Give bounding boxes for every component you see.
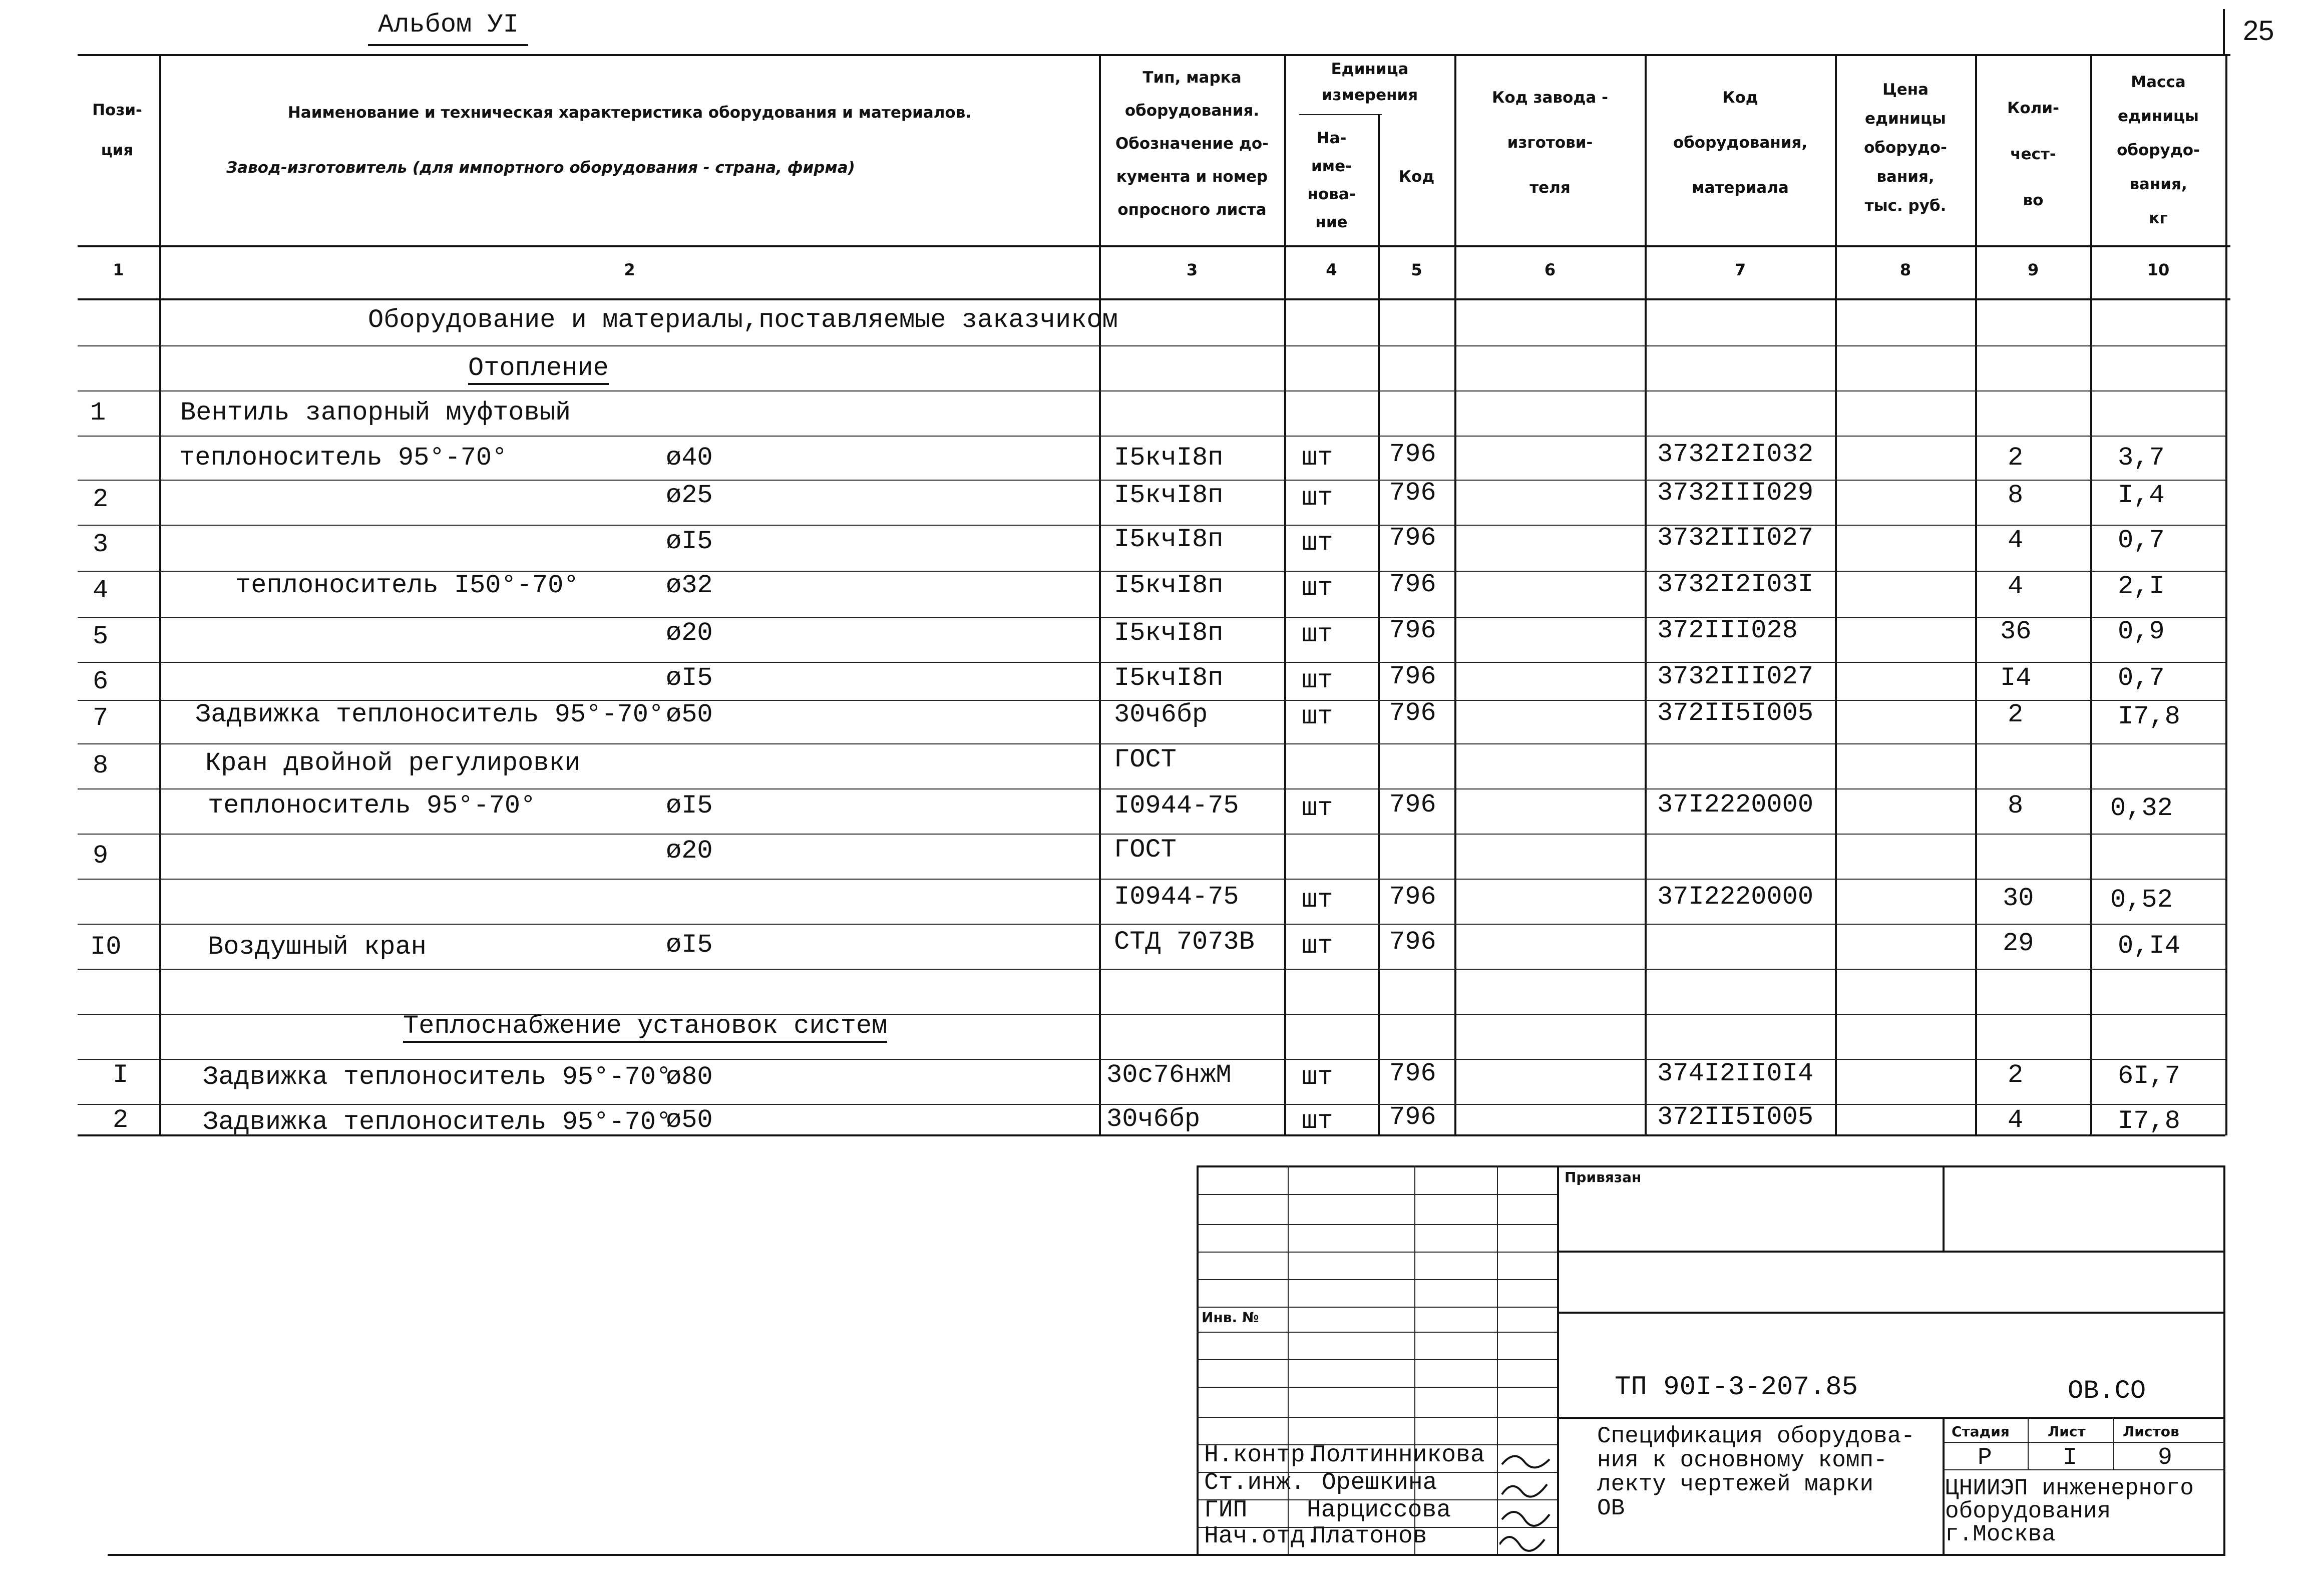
page-bottom-line: [108, 1554, 2225, 1556]
row-unit: шт: [1302, 573, 1333, 603]
column-number-5: 5: [1411, 260, 1422, 279]
row-unit: шт: [1302, 528, 1333, 558]
row-position: 2: [93, 485, 109, 514]
row-diameter: øI5: [666, 791, 713, 821]
stamp-line: [1197, 1224, 1557, 1225]
sheets-value: 9: [2158, 1444, 2172, 1471]
row-unit: шт: [1302, 1106, 1333, 1136]
header-position: Пози- ция: [92, 101, 142, 159]
row-quantity: 8: [2008, 481, 2024, 510]
row-quantity: 4: [2008, 1105, 2024, 1135]
row-line: [78, 924, 2225, 925]
signatory-name: Нарциссова: [1307, 1497, 1451, 1524]
column-number-4: 4: [1326, 260, 1337, 279]
stamp-line: [1197, 1279, 1557, 1280]
row-unit-code: 796: [1389, 478, 1436, 508]
sheet-value: I: [2063, 1444, 2077, 1471]
column-number-9: 9: [2027, 260, 2039, 279]
row-type: 30ч6бр: [1106, 1104, 1201, 1134]
row-line: [78, 662, 2225, 663]
album-underline: [368, 44, 528, 46]
row-unit: шт: [1302, 885, 1333, 915]
signatures-graphic: [1499, 1444, 1555, 1554]
section-title-heating: Отопление: [468, 353, 609, 385]
stage-label: Стадия: [1952, 1423, 2010, 1440]
row-unit: шт: [1302, 931, 1333, 961]
organization: ЦНИИЭП инженерного оборудования г.Москва: [1945, 1475, 2194, 1547]
row-name: Задвижка теплоноситель 95°-70°: [203, 1107, 672, 1137]
page-number-divider: [2223, 9, 2225, 55]
row-mass: 0,7: [2118, 526, 2165, 555]
row-position: I0: [90, 932, 122, 962]
header-mass: Масса единицы оборудо- вания, кг: [2117, 73, 2200, 227]
header-name: Наименование и техническая характеристика оборудования и материалов.: [287, 104, 972, 122]
row-position: 6: [93, 667, 109, 696]
row-line: [78, 436, 2225, 437]
row-position: 3: [93, 530, 109, 559]
row-position: 2: [113, 1105, 129, 1135]
row-mass: 0,52: [2110, 885, 2173, 915]
section-title-heat-supply: Теплоснабжение установок систем: [403, 1011, 887, 1043]
row-type: I5кчI8п: [1114, 618, 1224, 648]
row-line: [78, 834, 2225, 835]
row-mass: 0,32: [2110, 793, 2173, 823]
row-unit: шт: [1302, 1062, 1333, 1092]
row-unit-code: 796: [1389, 698, 1436, 728]
row-line: [78, 969, 2225, 970]
row-unit-code: 796: [1389, 570, 1436, 599]
row-unit: шт: [1302, 443, 1333, 473]
stage-value: Р: [1978, 1444, 1992, 1471]
row-diameter: ø20: [666, 618, 713, 648]
header-quantity: Коли- чест- во: [2007, 99, 2059, 209]
row-quantity: 29: [2003, 929, 2034, 958]
row-diameter: øI5: [666, 930, 713, 960]
column-number-6: 6: [1544, 260, 1556, 279]
colnum-bottom-border: [78, 298, 2230, 300]
header-name-sub: Завод-изготовитель (для импортного оборудования - страна, фирма): [226, 159, 855, 177]
row-position: I: [113, 1060, 129, 1090]
row-quantity: 4: [2008, 526, 2024, 555]
document-title: Спецификация оборудова- ния к основному комп- лекту чертежей марки ОВ: [1597, 1423, 1915, 1521]
stamp-divider: [1557, 1165, 1559, 1556]
row-diameter: ø20: [666, 836, 713, 866]
row-name: теплоноситель 95°-70°: [179, 443, 508, 473]
row-unit-code: 796: [1389, 440, 1436, 469]
header-type: Тип, марка оборудования. Обозначение до- кумента и номер опросного листа: [1115, 69, 1269, 219]
row-mass: 0,I4: [2118, 931, 2180, 961]
row-type: I0944-75: [1114, 882, 1239, 912]
row-position: 4: [93, 576, 109, 605]
row-name: Задвижка теплоноситель 95°-70°: [203, 1062, 672, 1092]
row-line: [78, 1059, 2225, 1060]
row-line: [78, 879, 2225, 880]
column-number-10: 10: [2147, 260, 2170, 279]
row-line: [78, 788, 2225, 789]
stamp-line: [1197, 1252, 1557, 1253]
signatory-name: Орешкина: [1322, 1469, 1437, 1496]
row-name: Задвижка теплоноситель 95°-70°: [195, 700, 664, 729]
row-quantity: 2: [2008, 443, 2024, 473]
stamp-line: [1557, 1312, 2225, 1314]
row-unit-code: 796: [1389, 882, 1436, 912]
row-position: 8: [93, 751, 109, 780]
row-material-code: 3732I2I032: [1657, 440, 1814, 469]
row-name: теплоноситель 95°-70°: [208, 791, 536, 821]
row-line: [78, 390, 2225, 391]
album-label: Альбом УI: [378, 10, 519, 40]
row-unit-code: 796: [1389, 523, 1436, 553]
row-material-code: 372III028: [1657, 616, 1798, 645]
table-top-border: [78, 54, 2230, 56]
row-material-code: 374I2II0I4: [1657, 1059, 1814, 1088]
row-mass: 0,7: [2118, 663, 2165, 693]
column-number-1: 1: [113, 260, 124, 279]
stamp-right-border: [2223, 1165, 2225, 1556]
row-quantity: 8: [2008, 791, 2024, 821]
row-name: теплоноситель I50°-70°: [235, 571, 579, 600]
row-diameter: ø32: [666, 571, 713, 600]
signatory-role: ГИП: [1204, 1497, 1248, 1524]
sheets-label: Листов: [2123, 1423, 2179, 1440]
signatory-name: Платонов: [1312, 1523, 1427, 1550]
row-unit: шт: [1302, 483, 1333, 513]
row-quantity: I4: [2000, 663, 2032, 693]
row-quantity: 2: [2008, 1060, 2024, 1090]
row-diameter: ø80: [666, 1062, 713, 1092]
row-unit: шт: [1302, 620, 1333, 649]
row-unit-code: 796: [1389, 790, 1436, 820]
row-unit-code: 796: [1389, 927, 1436, 957]
page-number: 25: [2243, 15, 2274, 46]
stamp-line: [1197, 1194, 1557, 1195]
row-material-code: 3732III029: [1657, 478, 1814, 508]
stamp-org-divider: [1943, 1417, 1945, 1556]
stamp-line: [1943, 1442, 2225, 1443]
signatory-name: Полтинникова: [1312, 1442, 1485, 1469]
row-name: Кран двойной регулировки: [205, 748, 580, 778]
column-number-7: 7: [1734, 260, 1746, 279]
row-unit: шт: [1302, 666, 1333, 695]
row-mass: I7,8: [2118, 1106, 2180, 1136]
col-line-10: [2225, 54, 2227, 1135]
stamp-line: [1197, 1359, 1557, 1360]
row-type: 30ч6бр: [1114, 700, 1208, 729]
row-diameter: ø25: [666, 481, 713, 510]
row-type: I5кчI8п: [1114, 443, 1224, 473]
signatory-role: Н.контр.: [1204, 1442, 1320, 1469]
col-line-6: [1645, 54, 1647, 1135]
signatory-role: Ст.инж.: [1204, 1469, 1305, 1496]
row-material-code: 3732III027: [1657, 662, 1814, 691]
document-mark: ОВ.СО: [2068, 1376, 2146, 1406]
document-code: ТП 90I-3-207.85: [1615, 1372, 1858, 1403]
row-mass: 2,I: [2118, 572, 2165, 601]
row-quantity: 36: [2000, 617, 2032, 646]
row-type: I5кчI8п: [1114, 481, 1224, 510]
row-material-code: 3732I2I03I: [1657, 570, 1814, 599]
stamp-line: [1557, 1251, 2225, 1253]
row-material-code: 37I2220000: [1657, 790, 1814, 820]
row-material-code: 37I2220000: [1657, 882, 1814, 912]
stamp-line: [1197, 1387, 1557, 1388]
row-type: ГОСТ: [1114, 745, 1177, 774]
row-diameter: ø50: [666, 1105, 713, 1135]
row-unit-code: 796: [1389, 662, 1436, 691]
row-mass: 3,7: [2118, 443, 2165, 473]
row-quantity: 4: [2008, 572, 2024, 601]
header-factory-code: Код завода - изготови- теля: [1492, 89, 1608, 197]
row-name: Воздушный кран: [208, 932, 427, 962]
header-unit-code: Код: [1398, 168, 1435, 186]
row-type: I5кчI8п: [1114, 663, 1224, 693]
row-unit: шт: [1302, 702, 1333, 731]
row-unit-code: 796: [1389, 1102, 1436, 1132]
row-line: [78, 345, 2225, 346]
column-number-3: 3: [1186, 260, 1198, 279]
row-type: 30с76нжМ: [1106, 1060, 1232, 1090]
unit-group-divider: [1299, 114, 1382, 115]
row-material-code: 372II5I005: [1657, 1102, 1814, 1132]
row-position: 1: [90, 398, 106, 428]
privyazan-label: Привязан: [1565, 1169, 1642, 1185]
row-unit: шт: [1302, 793, 1333, 823]
col-line-5: [1454, 54, 1456, 1135]
header-material-code: Код оборудования, материала: [1673, 89, 1808, 197]
sheet-label: Лист: [2048, 1423, 2086, 1440]
row-line: [78, 743, 2225, 744]
col-line-1: [159, 54, 161, 1135]
header-unit-group: Единица измерения: [1321, 60, 1418, 104]
stamp-top-border: [1197, 1165, 2225, 1167]
column-number-8: 8: [1899, 260, 1911, 279]
stamp-line: [1197, 1417, 1557, 1418]
row-type: СТД 7073В: [1114, 927, 1255, 957]
signatory-role: Нач.отд.: [1204, 1523, 1320, 1550]
stamp-line: [1197, 1332, 1557, 1333]
row-diameter: ø40: [666, 443, 713, 473]
header-price: Цена единицы оборудо- вания, тыс. руб.: [1864, 81, 1947, 215]
row-line: [78, 617, 2225, 618]
row-quantity: 2: [2008, 700, 2024, 729]
stamp-line: [1557, 1417, 2225, 1419]
column-number-2: 2: [624, 260, 635, 279]
header-bottom-border: [78, 245, 2230, 247]
row-type: I5кчI8п: [1114, 571, 1224, 600]
row-quantity: 30: [2003, 884, 2034, 913]
row-type: I5кчI8п: [1114, 525, 1224, 554]
inventory-number-label: Инв. №: [1202, 1309, 1259, 1326]
stamp-line: [2028, 1417, 2029, 1469]
row-type: I0944-75: [1114, 791, 1239, 821]
section-title-main: Оборудование и материалы,поставляемые заказчиком: [368, 305, 1118, 335]
stamp-privyazan-divider: [1943, 1165, 1945, 1251]
row-mass: I7,8: [2118, 702, 2180, 731]
row-position: 5: [93, 622, 109, 651]
row-material-code: 372II5I005: [1657, 698, 1814, 728]
row-material-code: 3732III027: [1657, 523, 1814, 553]
stamp-line: [2113, 1417, 2114, 1469]
stamp-line: [1197, 1307, 1557, 1308]
row-diameter: øI5: [666, 527, 713, 556]
row-unit-code: 796: [1389, 1059, 1436, 1088]
row-mass: I,4: [2118, 481, 2165, 510]
row-mass: 0,9: [2118, 617, 2165, 646]
row-diameter: ø50: [666, 700, 713, 729]
row-position: 9: [93, 841, 109, 871]
row-diameter: øI5: [666, 663, 713, 693]
row-line: [78, 1014, 2225, 1015]
row-type: ГОСТ: [1114, 835, 1177, 865]
row-unit-code: 796: [1389, 616, 1436, 645]
row-name: Вентиль запорный муфтовый: [180, 398, 571, 428]
header-unit-name: На- име- нова- ние: [1307, 129, 1356, 231]
row-position: 7: [93, 703, 109, 733]
row-mass: 6I,7: [2118, 1061, 2180, 1091]
